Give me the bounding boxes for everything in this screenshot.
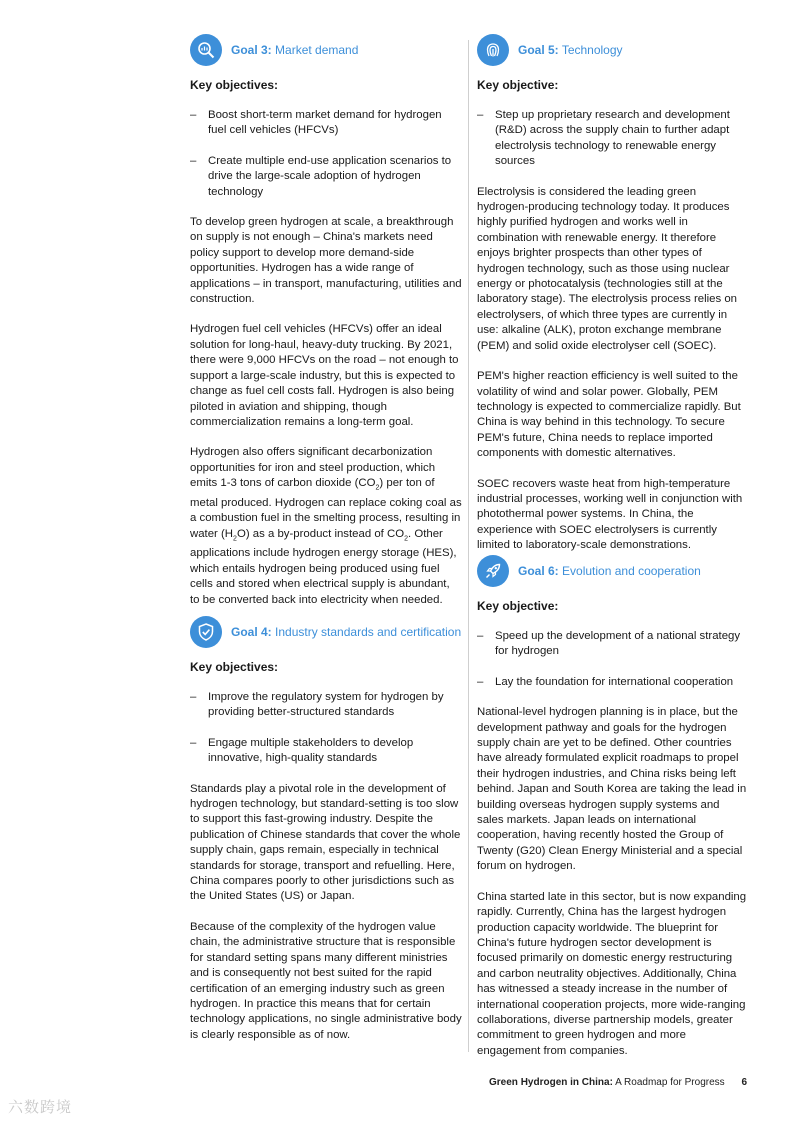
goal-6-section xyxy=(477,555,749,1059)
paragraph: PEM's higher reaction efficiency is well suited to the volatility of wind and solar power. Globally, PEM technology is expected to commercialize rapidly. But China is way behind in this technology. To secure PEM's future, China needs to replace imported components with domestic alternatives. xyxy=(477,370,741,460)
goal-4-bullets xyxy=(190,690,462,767)
bullet-item: – Create multiple end-use application scenarios to drive the large-scale adoption of hydrogen technology xyxy=(190,154,462,200)
goal-3-section xyxy=(190,34,462,608)
goal-3-header xyxy=(190,34,462,66)
bullet-item: – Boost short-term market demand for hydrogen fuel cell vehicles (HFCVs) xyxy=(190,108,462,139)
bullet-item: – Engage multiple stakeholders to develop innovative, high-quality standards xyxy=(190,736,462,767)
goal-3-key-objectives: Key objectives: xyxy=(190,78,279,92)
paragraph: Because of the complexity of the hydrogen value chain, the administrative structure that is responsible for standard setting spans many different ministries and is consequently not best suited for the rapid certification of an emerging industry such as green hydrogen. In practice this means that for certain technology applications, no single administrative body is clearly responsible as of now. xyxy=(190,920,462,1041)
paragraph: SOEC recovers waste heat from high-temperature industrial processes, working well in conjunction with photothermal power systems. In China, the experience with SOEC electrolysers is currently limited to laboratory-scale demonstrations. xyxy=(477,477,743,552)
paragraph: To develop green hydrogen at scale, a breakthrough on supply is not enough – China's markets need policy support to develop more demand-side opportunities. Hydrogen has a wide range of applications – in transport, manufacturing, utilities and construction. xyxy=(190,216,462,306)
footer-title-rest: A Roadmap for Progress xyxy=(615,1077,725,1088)
bullet-item: – Speed up the development of a national strategy for hydrogen xyxy=(477,629,749,660)
goal-4-title: Goal 4: Industry standards and certification xyxy=(231,625,462,639)
goal-5-title: Goal 5: Technology xyxy=(518,43,623,57)
goal-3-title: Goal 3: Market demand xyxy=(231,43,359,57)
goal-6-key-objective: Key objective: xyxy=(477,599,559,613)
goal-4-section xyxy=(190,616,462,1043)
goal-5-key-objective: Key objective: xyxy=(477,78,559,92)
paragraph: National-level hydrogen planning is in place, but the development pathway and goals for the hydrogen supply chain are yet to be defined. Other countries have already formulated explicit roadmaps to propel their hydrogen industries, and China risks being left behind. Japan and South Korea are taking the lead in building overseas hydrogen supply systems and sales markets. Japan leads on international cooperation, having recently hosted the Group of Twenty (G20) Clean Energy Ministerial and a special forum on hydrogen. xyxy=(477,706,747,873)
paragraph: Electrolysis is considered the leading green hydrogen-producing technology today. It produces highly purified hydrogen and works well in combination with renewable energy. It therefore enjoys brighter prospects than other types of hydrogen technology, such as those using nuclear energy or photocatalysis (technologies still at the laboratory stage). The electrolysis process relies on electrolysers, of which three types are currently in use: alkaline (ALK), proton exchange membrane (PEM) and solid oxide electrolyser cell (SOEC). xyxy=(477,185,737,352)
fingerprint-icon xyxy=(477,34,509,66)
column-divider xyxy=(468,40,469,1052)
rocket-icon xyxy=(477,555,509,587)
magnifier-chart-icon xyxy=(190,34,222,66)
paragraph: Hydrogen also offers significant decarbonization opportunities for iron and steel production, which emits 1-3 tons of carbon dioxide $(CO_2)$ per ton of metal produced. Hydrogen can replace coking coal as a combustion fuel in the smelting process, resulting in water $(H_2O)$ as a by-product instead of $CO_2$. Other applications include hydrogen energy storage (HES), which entails hydrogen being produced using fuel cells and stored when electrical supply is abundant, to be converted back into electricity when needed. xyxy=(190,446,462,606)
page-number: 6 xyxy=(741,1077,747,1088)
goal-4-key-objectives: Key objectives: xyxy=(190,660,279,674)
bullet-item: – Step up proprietary research and development (R&D) across the supply chain to further adapt electrolysis technology to renewable energy sources xyxy=(477,108,749,170)
paragraph: Hydrogen fuel cell vehicles (HFCVs) offer an ideal solution for long-haul, heavy-duty trucking. By 2021, there were 9,000 HFCVs on the road – not enough to support a large-scale industry, but this is expected to change as fuel cell costs fall. Hydrogen is also being piloted in aviation and shipping, though commercialization remains a long-term goal. xyxy=(190,323,459,428)
page-footer xyxy=(489,1077,747,1088)
shield-check-icon xyxy=(190,616,222,648)
goal-6-bullets xyxy=(477,629,749,690)
goal-4-header xyxy=(190,616,462,648)
footer-title-bold: Green Hydrogen in China: xyxy=(489,1077,613,1088)
goal-5-section xyxy=(477,34,749,554)
bullet-item: – Improve the regulatory system for hydrogen by providing better-structured standards xyxy=(190,690,462,721)
paragraph: Standards play a pivotal role in the development of hydrogen technology, but standard-setting is too slow to support this fast-growing industry. Despite the publication of Chinese standards that cover the whole supply chain, gaps remain, especially in technical standards for storage, transport and refuelling. Here, China compares poorly to other jurisdictions such as the United States (US) or Japan. xyxy=(190,782,461,903)
goal-3-bullets xyxy=(190,108,462,200)
goal-6-title: Goal 6: Evolution and cooperation xyxy=(518,564,701,578)
goal-5-bullets xyxy=(477,108,749,170)
watermark-logo: 六数跨境 xyxy=(8,1099,73,1116)
goal-5-header xyxy=(477,34,749,66)
paragraph: China started late in this sector, but is now expanding rapidly. Currently, China has the largest hydrogen production capacity worldwide. The blueprint for China's future hydrogen sector development is focused primarily on domestic energy restructuring and carbon neutrality objectives. Additionally, China has witnessed a steady increase in the number of international cooperation projects, more wide-ranging collaborations, diverse partnership models, greater commitment to green hydrogen and more engagement from companies. xyxy=(477,890,747,1057)
bullet-item: – Lay the foundation for international cooperation xyxy=(477,675,749,690)
goal-6-header xyxy=(477,555,749,587)
